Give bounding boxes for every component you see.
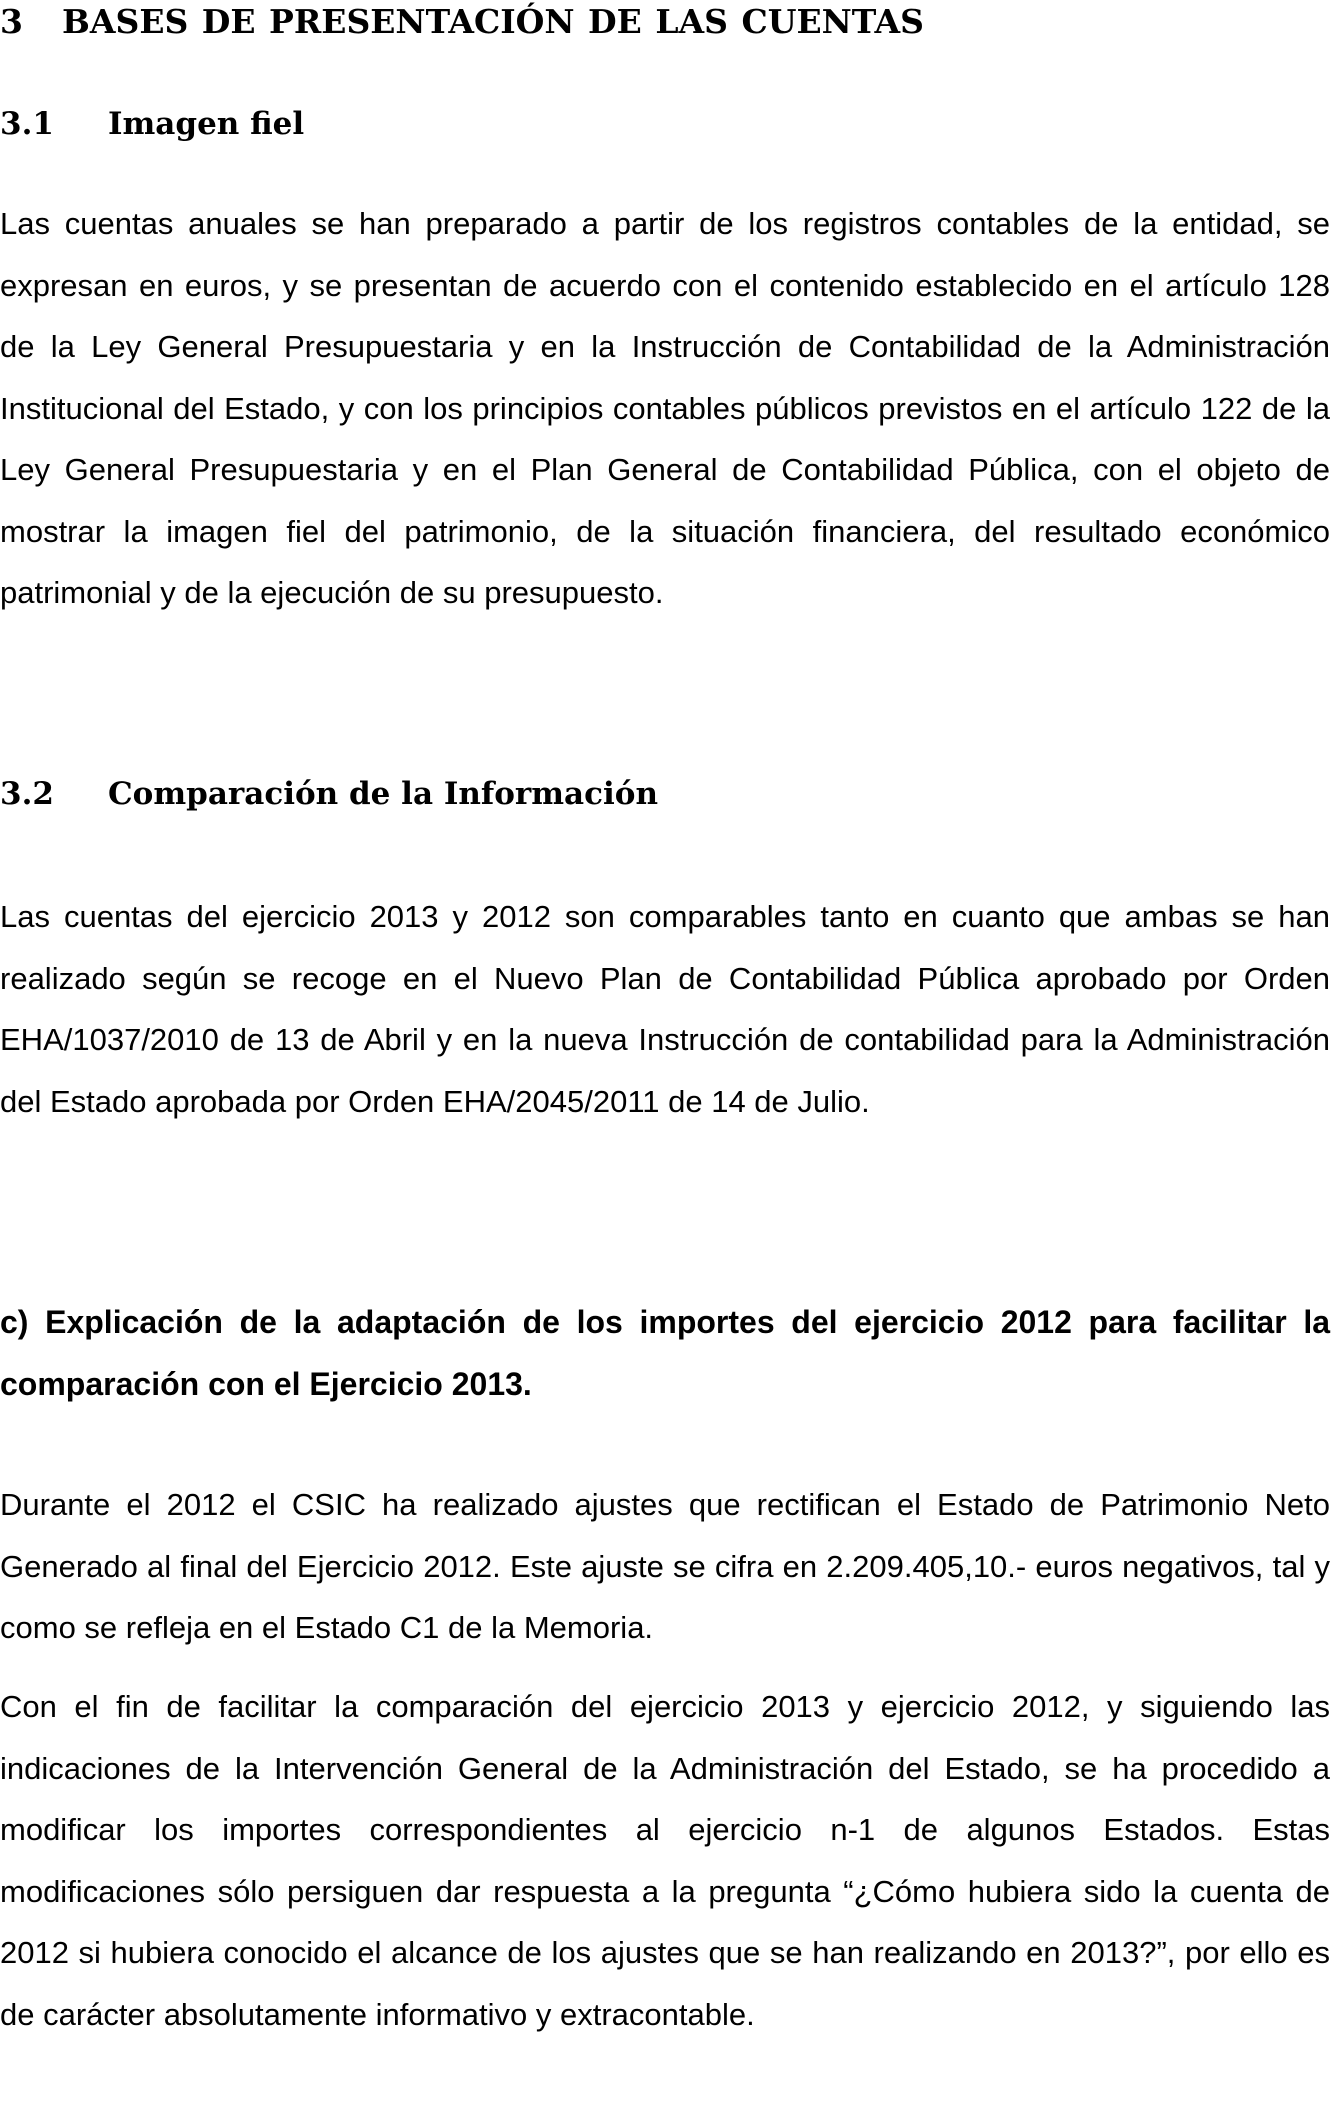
subsection-title: Imagen fiel bbox=[108, 106, 305, 142]
point-c-paragraph-1: Durante el 2012 el CSIC ha realizado ajustes que rectifican el Estado de Patrimonio Neto Generado al final del Ejercicio 2012. Este ajuste se cifra en 2.209.405,10.- euros negativos, tal y como se refleja en el Estado C1 de la Memoria. bbox=[0, 1487, 1330, 1645]
point-c-paragraph-2: Con el fin de facilitar la comparación del ejercicio 2013 y ejercicio 2012, y siguiendo las indicaciones de la Intervención General de la Administración del Estado, se ha procedido a modificar los importes correspondientes al ejercicio n-1 de algunos Estados. Estas modificaciones sólo persiguen dar respuesta a la pregunta “¿Cómo hubiera sido la cuenta de 2012 si hubiera conocido el alcance de los ajustes que se han realizando en 2013?”, por ello es de carácter absolutamente informativo y extracontable. bbox=[0, 1689, 1330, 2032]
comparacion-paragraph: Las cuentas del ejercicio 2013 y 2012 son comparables tanto en cuanto que ambas se han realizado según se recoge en el Nuevo Plan de Contabilidad Pública aprobado por Orden EHA/1037/2010 de 13 de Abril y en la nueva Instrucción de contabilidad para la Administración del Estado aprobada por Orden EHA/2045/2011 de 14 de Julio. bbox=[0, 899, 1330, 1119]
section-heading bbox=[0, 2, 924, 41]
section-number: 3 bbox=[0, 2, 23, 41]
section-title: BASES DE PRESENTACIÓN DE LAS CUENTAS bbox=[62, 2, 924, 41]
subsection-number: 3.1 bbox=[0, 106, 54, 142]
subsection-heading-comparacion bbox=[0, 776, 658, 812]
point-c-title: c) Explicación de la adaptación de los importes del ejercicio 2012 para facilitar la comparación con el Ejercicio 2013. bbox=[0, 1304, 1330, 1402]
subsection-number: 3.2 bbox=[0, 776, 54, 812]
imagen-fiel-paragraph: Las cuentas anuales se han preparado a partir de los registros contables de la entidad, se expresan en euros, y se presentan de acuerdo con el contenido establecido en el artículo 128 de la Ley General Presupuestaria y en la Instrucción de Contabilidad de la Administración Institucional del Estado, y con los principios contables públicos previstos en el artículo 122 de la Ley General Presupuestaria y en el Plan General de Contabilidad Pública, con el objeto de mostrar la imagen fiel del patrimonio, de la situación financiera, del resultado económico patrimonial y de la ejecución de su presupuesto. bbox=[0, 206, 1330, 610]
subsection-heading-imagen-fiel bbox=[0, 106, 304, 142]
subsection-title: Comparación de la Información bbox=[108, 776, 658, 812]
